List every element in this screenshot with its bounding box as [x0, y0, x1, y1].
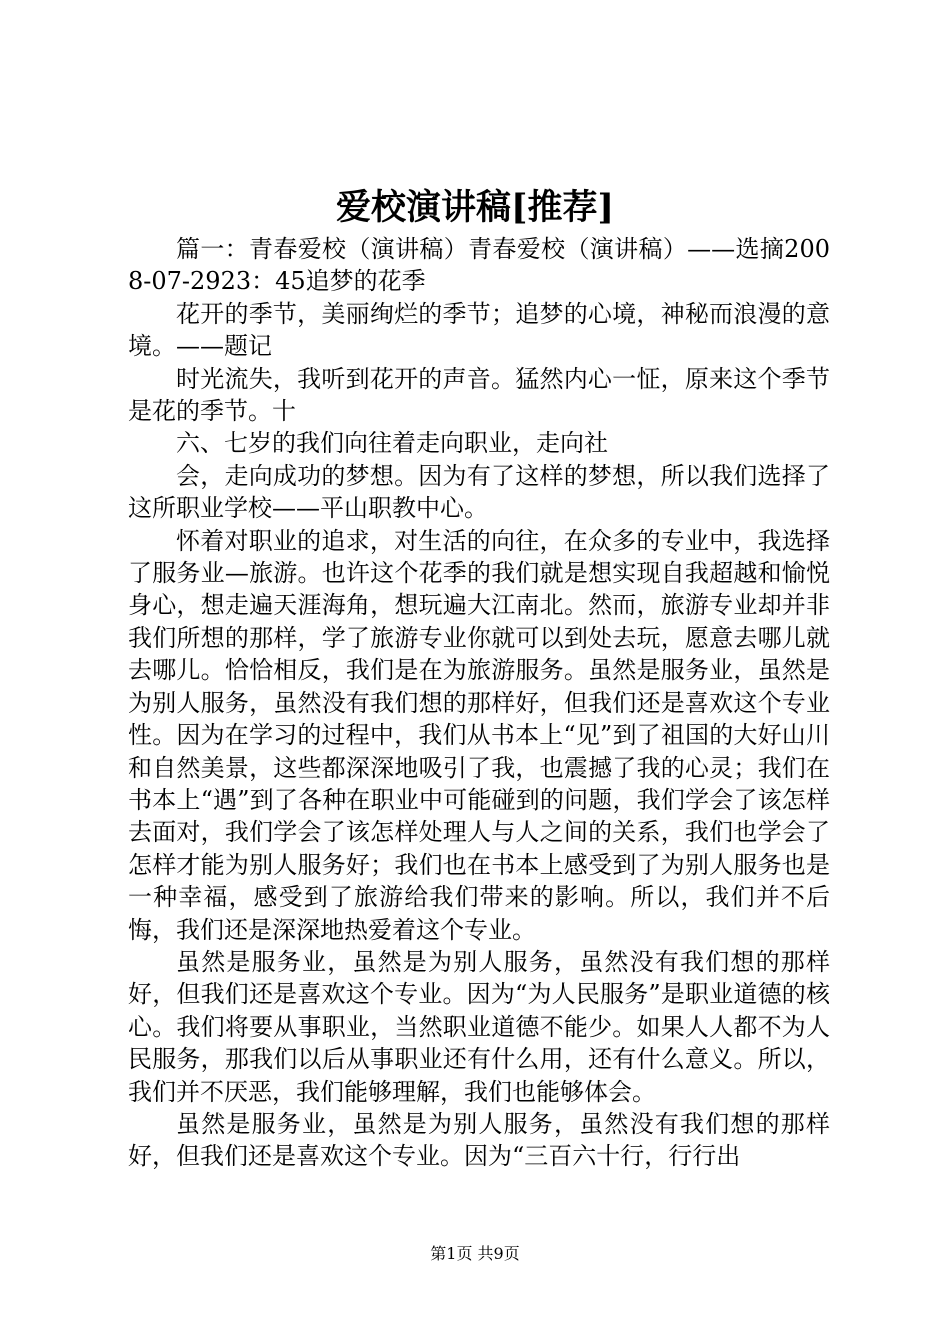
- paragraph-1: 篇一：青春爱校（演讲稿）青春爱校（演讲稿）——选摘2008-07-2923：45追梦的花季: [128, 235, 830, 296]
- document-title: 爱校演讲稿[推荐]: [335, 187, 615, 228]
- paragraph-5: 会，走向成功的梦想。因为有了这样的梦想，所以我们选择了这所职业学校——平山职教中心。: [128, 461, 830, 523]
- page-footer: 第1页 共9页: [430, 1244, 520, 1263]
- document-body: [128, 233, 830, 1173]
- paragraph-7: 虽然是服务业，虽然是为别人服务，虽然没有我们想的那样好，但我们还是喜欢这个专业。因为“为人民服务”是职业道德的核心。我们将要从事职业，当然职业道德不能少。如果人人都不为人民服务，那我们以后从事职业还有什么用，还有什么意义。所以，我们并不厌恶，我们能够理解，我们也能够体会。: [128, 947, 830, 1106]
- paragraph-2: 花开的季节，美丽绚烂的季节；追梦的心境，神秘而浪漫的意境。——题记: [128, 299, 830, 361]
- paragraph-8: 虽然是服务业，虽然是为别人服务，虽然没有我们想的那样好，但我们还是喜欢这个专业。因为“三百六十行，行行出: [128, 1109, 830, 1171]
- paragraph-6: 怀着对职业的追求，对生活的向往，在众多的专业中，我选择了服务业—旅游。也许这个花季的我们就是想实现自我超越和愉悦身心，想走遍天涯海角，想玩遍大江南北。然而，旅游专业却并非我们所想的那样，学了旅游专业你就可以到处去玩，愿意去哪儿就去哪儿。恰恰相反，我们是在为旅游服务。虽然是服务业，虽然是为别人服务，虽然没有我们想的那样好，但我们还是喜欢这个专业性。因为在学习的过程中，我们从书本上“见”到了祖国的大好山川和自然美景，这些都深深地吸引了我，也震撼了我的心灵；我们在书本上“遇”到了各种在职业中可能碰到的问题，我们学会了该怎样去面对，我们学会了该怎样处理人与人之间的关系，我们也学会了怎样才能为别人服务好；我们也在书本上感受到了为别人服务也是一种幸福，感受到了旅游给我们带来的影响。所以，我们并不后悔，我们还是深深地热爱着这个专业。: [128, 526, 830, 944]
- paragraph-3: 时光流失，我听到花开的声音。猛然内心一怔，原来这个季节是花的季节。十: [128, 364, 830, 426]
- paragraph-4: 六、七岁的我们向往着走向职业，走向社: [176, 429, 608, 458]
